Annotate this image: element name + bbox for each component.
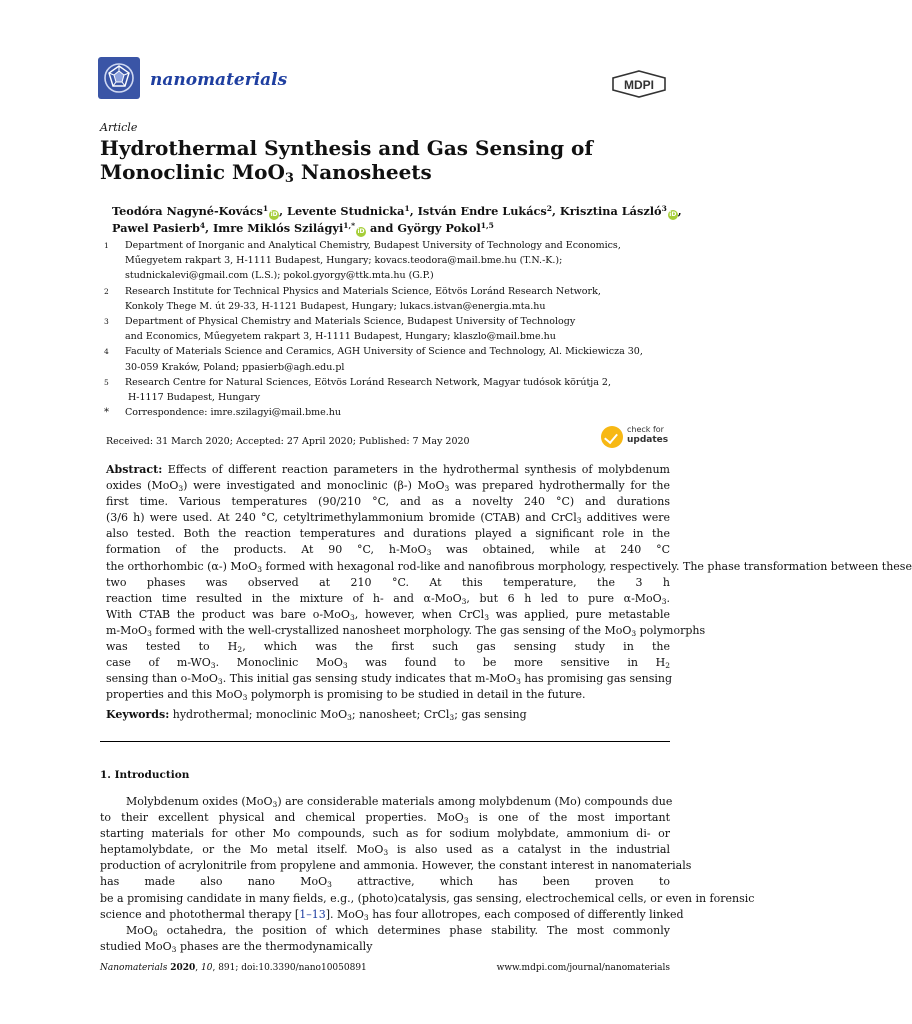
- author-name: Levente Studnicka: [287, 204, 405, 218]
- orcid-icon[interactable]: iD: [270, 211, 278, 218]
- text-line: (3/6 h) were used. At 240 °C, cetyltrimethylammonium bromide (CTAB) and CrCl$_3$ additives were: [106, 511, 670, 526]
- author-name: Imre Miklós Szilágyi: [212, 221, 344, 235]
- text-line: to their excellent physical and chemical properties. MoO$_3$ is one of the most important: [100, 811, 670, 826]
- abstract: Abstract: Effects of different reaction parameters in the hydrothermal synthesis of molybdenum oxides (MoO$_3$) were investigated and monoclinic (β-) MoO$_3$ was prepared hydrothermally for the first time. Various temperatures (90/210 °C, and as a novelty 240 °C) and durations (3/6 h) were used. At 240 °C, cetyltrimethylammonium bromide (CTAB) and CrCl$_3$ additives were also tested. Both the reaction temperatures and durations played a significant role in the formation of the products. At 90 °C, h-MoO$_3$ was obtained, while at 240 °C the orthorhombic (α-) MoO$_3$ formed with hexagonal rod-like and nanofibrous morphology, respectively. The phase transformation between these two phases was observed at 210 °C. At this temperature, the 3 h reaction time resulted in the mixture of h- and α-MoO$_3$, but 6 h led to pure α-MoO$_3$. With CTAB the product was bare o-MoO$_3$, however, when CrCl$_3$ was applied, pure metastable m-MoO$_3$ formed with the well-crystallized nanosheet morphology. The gas sensing of the MoO$_3$ polymorphs was tested to $H_2$, which was the first such gas sensing study in the case of $m-WO_3$. Monoclinic MoO$_3$ was found to be more sensitive in $H_2$ sensing than o-MoO$_3$. This initial gas sensing study indicates that m-MoO$_3$ has promising gas sensing properties and this MoO$_3$ polymorph is promising to be studied in detail in the future.: [106, 463, 912, 703]
- footer-citation: Nanomaterials 2020, 10, 891; doi:10.3390/nano10050891: [100, 963, 367, 973]
- orcid-icon[interactable]: iD: [669, 211, 677, 218]
- text-line: was tested to $H_2$, which was the first such gas sensing study in the: [106, 640, 670, 655]
- section-divider: [100, 741, 670, 742]
- text-line: Abstract: Effects of different reaction parameters in the hydrothermal synthesis of molybdenum: [106, 463, 670, 476]
- check-icon: [601, 426, 623, 448]
- text-line: reaction time resulted in the mixture of h- and α-MoO$_3$, but 6 h led to pure α-MoO$_3$.: [106, 591, 670, 606]
- paper-title: [100, 136, 660, 184]
- title-line-2: Monoclinic MoO$_3$ Nanosheets: [100, 160, 432, 186]
- text-line: the orthorhombic (α-) MoO$_3$ formed with hexagonal rod-like and nanofibrous morphology, respectively. The phase transformation between these: [106, 559, 912, 574]
- check-updates-line-2: updates: [627, 435, 669, 445]
- journal-name: nanomaterials: [150, 70, 288, 90]
- affiliations: [104, 238, 684, 420]
- text-line: oxides (MoO$_3$) were investigated and monoclinic (β-) MoO$_3$ was prepared hydrothermally for the: [106, 479, 670, 494]
- mdpi-logo-icon: [610, 70, 668, 98]
- nanomaterials-logo-icon: [98, 57, 140, 99]
- correspondence: * Correspondence: imre.szilagyi@mail.bme.hu: [104, 407, 342, 419]
- author-line-2: Pawel Pasierb$^4$, Imre Miklós Szilágyi$^{1,*}$iD and György Pokol$^{1,5}$: [112, 221, 494, 235]
- text-line: two phases was observed at 210 °C. At this temperature, the 3 h: [106, 575, 670, 589]
- article-type: Article: [100, 121, 138, 134]
- text-line: has made also nano MoO$_3$ attractive, which has been proven to: [100, 875, 670, 890]
- text-line: MoO$_6$ octahedra, the position of which determines phase stability. The most commonly: [126, 923, 670, 938]
- publisher-name: MDPI: [624, 78, 654, 92]
- text-line: sensing than o-MoO$_3$. This initial gas sensing study indicates that m-MoO$_3$ has promising gas sensing: [106, 672, 673, 687]
- text-line: Molybdenum oxides (MoO$_3$) are considerable materials among molybdenum (Mo) compounds due: [126, 795, 673, 809]
- text-line: production of acrylonitrile from propylene and ammonia. However, the constant interest in nanomaterials: [100, 859, 692, 873]
- footer-url[interactable]: www.mdpi.com/journal/nanomaterials: [496, 963, 670, 973]
- section-heading: 1. Introduction: [100, 769, 190, 781]
- author-name: Krisztina László: [559, 204, 662, 218]
- affiliation-1: 1 Department of Inorganic and Analytical Chemistry, Budapest University of Technology and Economics, Műegyetem rakpart 3, H-1111 Budapest, Hungary; kovacs.teodora@mail.bme.hu (T.N.-K.); studnickalevi@gmail.com (L.S.); pokol.gyorgy@ttk.mta.hu (G.P.): [104, 240, 621, 282]
- affiliation-2: 2 Research Institute for Technical Physics and Materials Science, Eötvös Loránd Research Network, Konkoly Thege M. út 29-33, H-1121 Budapest, Hungary; lukacs.istvan@energia.mta.hu: [104, 285, 601, 312]
- check-for-updates-button[interactable]: [601, 424, 671, 452]
- check-updates-line-1: check for: [627, 425, 664, 434]
- affiliation-5: 5 Research Centre for Natural Sciences, Eötvös Loránd Research Network, Magyar tudósok körútja 2, H-1117 Budapest, Hungary: [104, 376, 611, 404]
- author-list: [112, 203, 682, 237]
- author-name: and György Pokol: [369, 221, 481, 235]
- introduction-text: [100, 794, 755, 955]
- text-line: first time. Various temperatures (90/210 °C, and as a novelty 240 °C) and durations: [106, 495, 670, 509]
- author-name: Pawel Pasierb: [112, 221, 200, 235]
- author-line-1: Teodóra Nagyné-Kovács$^1$iD, Levente Studnicka$^1$, István Endre Lukács$^2$, Krisztina László$^3$iD,: [112, 204, 682, 218]
- publication-dates: Received: 31 March 2020; Accepted: 27 April 2020; Published: 7 May 2020: [106, 436, 470, 447]
- author-name: István Endre Lukács: [417, 204, 547, 218]
- text-line: also tested. Both the reaction temperatures and durations played a significant role in the: [106, 527, 670, 541]
- keywords: Keywords: hydrothermal; monoclinic MoO$_3$; nanosheet; CrCl$_3$; gas sensing: [106, 708, 527, 722]
- text-line: starting materials for other Mo compounds, such as for sodium molybdate, ammonium di- or: [100, 827, 670, 841]
- text-line: With CTAB the product was bare o-MoO$_3$, however, when CrCl$_3$ was applied, pure metastable: [106, 607, 670, 622]
- orcid-icon[interactable]: iD: [357, 228, 365, 235]
- affiliation-3: 3 Department of Physical Chemistry and Materials Science, Budapest University of Technology and Economics, Műegyetem rakpart 3, H-1111 Budapest, Hungary; klaszlo@mail.bme.hu: [104, 316, 576, 343]
- author-name: Teodóra Nagyné-Kovács: [112, 204, 263, 218]
- text-line: science and photothermal therapy [1–13]. MoO$_3$ has four allotropes, each composed of differently linked: [100, 907, 684, 922]
- text-line: formation of the products. At 90 °C, h-MoO$_3$ was obtained, while at 240 °C: [106, 543, 671, 558]
- text-line: studied MoO$_3$ phases are the thermodynamically: [100, 939, 373, 954]
- title-line-1: Hydrothermal Synthesis and Gas Sensing of: [100, 136, 593, 160]
- text-line: case of $m-WO_3$. Monoclinic MoO$_3$ was found to be more sensitive in $H_2$: [106, 656, 670, 671]
- affiliation-4: 4 Faculty of Materials Science and Ceramics, AGH University of Science and Technology, Al. Mickiewicza 30, 30-059 Kraków, Poland; ppasierb@agh.edu.pl: [104, 346, 643, 373]
- text-line: m-MoO$_3$ formed with the well-crystallized nanosheet morphology. The gas sensing of the MoO$_3$ polymorphs: [106, 623, 706, 638]
- text-line: be a promising candidate in many fields, e.g., (photo)catalysis, gas sensing, electrochemical cells, or even in forensic: [100, 891, 755, 905]
- text-line: heptamolybdate, or the Mo metal itself. MoO$_3$ is also used as a catalyst in the industrial: [100, 843, 670, 858]
